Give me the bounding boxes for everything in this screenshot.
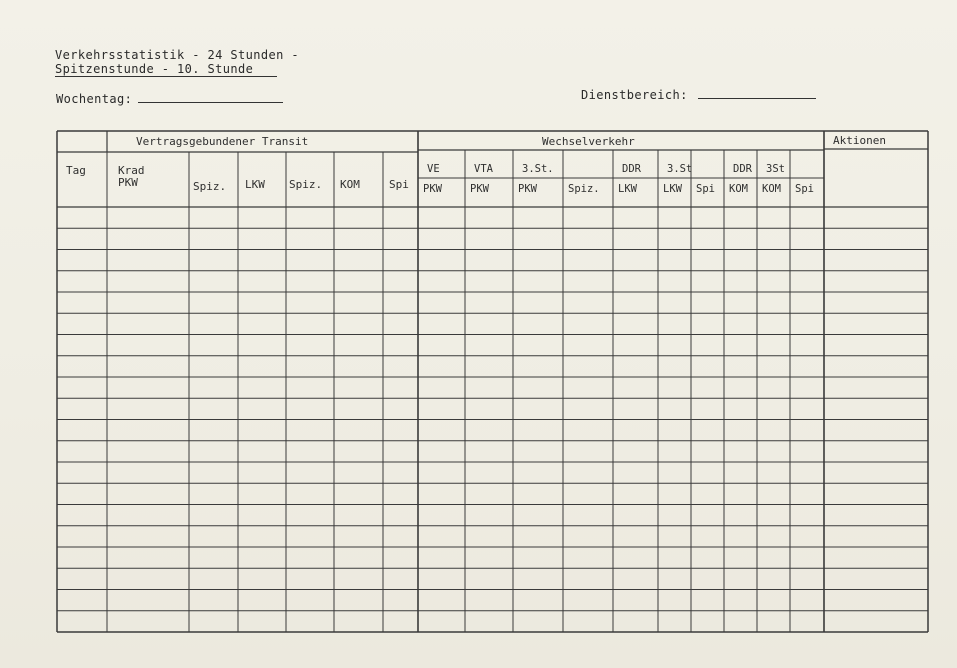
form-title-line2: Spitzenstunde - 10. Stunde bbox=[55, 62, 277, 77]
alt-top-label: VE bbox=[427, 163, 440, 175]
alt-bottom-label: Spi bbox=[795, 183, 814, 195]
group-transit-label: Vertragsgebundener Transit bbox=[136, 135, 309, 148]
col-lkw-label: LKW bbox=[245, 178, 265, 191]
col-krad-label: Krad bbox=[118, 164, 145, 177]
alt-top-label: 3.St bbox=[667, 163, 693, 175]
alt-top-label: DDR bbox=[733, 163, 752, 175]
col-spi-label: Spi bbox=[389, 178, 409, 191]
service-area-label: Dienstbereich: bbox=[581, 88, 688, 102]
alt-top-label: DDR bbox=[622, 163, 641, 175]
form-title-line1: Verkehrsstatistik - 24 Stunden - bbox=[55, 48, 299, 62]
alt-top-label: 3.St. bbox=[522, 163, 554, 175]
group-actions-label: Aktionen bbox=[833, 134, 886, 147]
col-day-label: Tag bbox=[66, 164, 86, 177]
alt-bottom-label: PKW bbox=[470, 183, 489, 195]
alt-bottom-label: LKW bbox=[663, 183, 682, 195]
weekday-label: Wochentag: bbox=[56, 92, 133, 106]
alt-bottom-label: KOM bbox=[729, 183, 748, 195]
col-pkw-label: PKW bbox=[118, 176, 138, 189]
col-kom-label: KOM bbox=[340, 178, 360, 191]
alt-bottom-label: LKW bbox=[618, 183, 637, 195]
col-spiz1-label: Spiz. bbox=[193, 180, 227, 193]
alt-top-label: 3St bbox=[766, 163, 785, 175]
table-grid-lines bbox=[57, 131, 928, 632]
alt-bottom-label: PKW bbox=[423, 183, 442, 195]
alt-bottom-label: Spiz. bbox=[568, 183, 600, 195]
alt-bottom-label: KOM bbox=[762, 183, 781, 195]
group-alternating-label: Wechselverkehr bbox=[542, 135, 635, 148]
col-spiz2-label: Spiz. bbox=[289, 178, 323, 191]
alt-bottom-label: Spi bbox=[696, 183, 715, 195]
alt-bottom-label: PKW bbox=[518, 183, 537, 195]
alt-top-label: VTA bbox=[474, 163, 493, 175]
